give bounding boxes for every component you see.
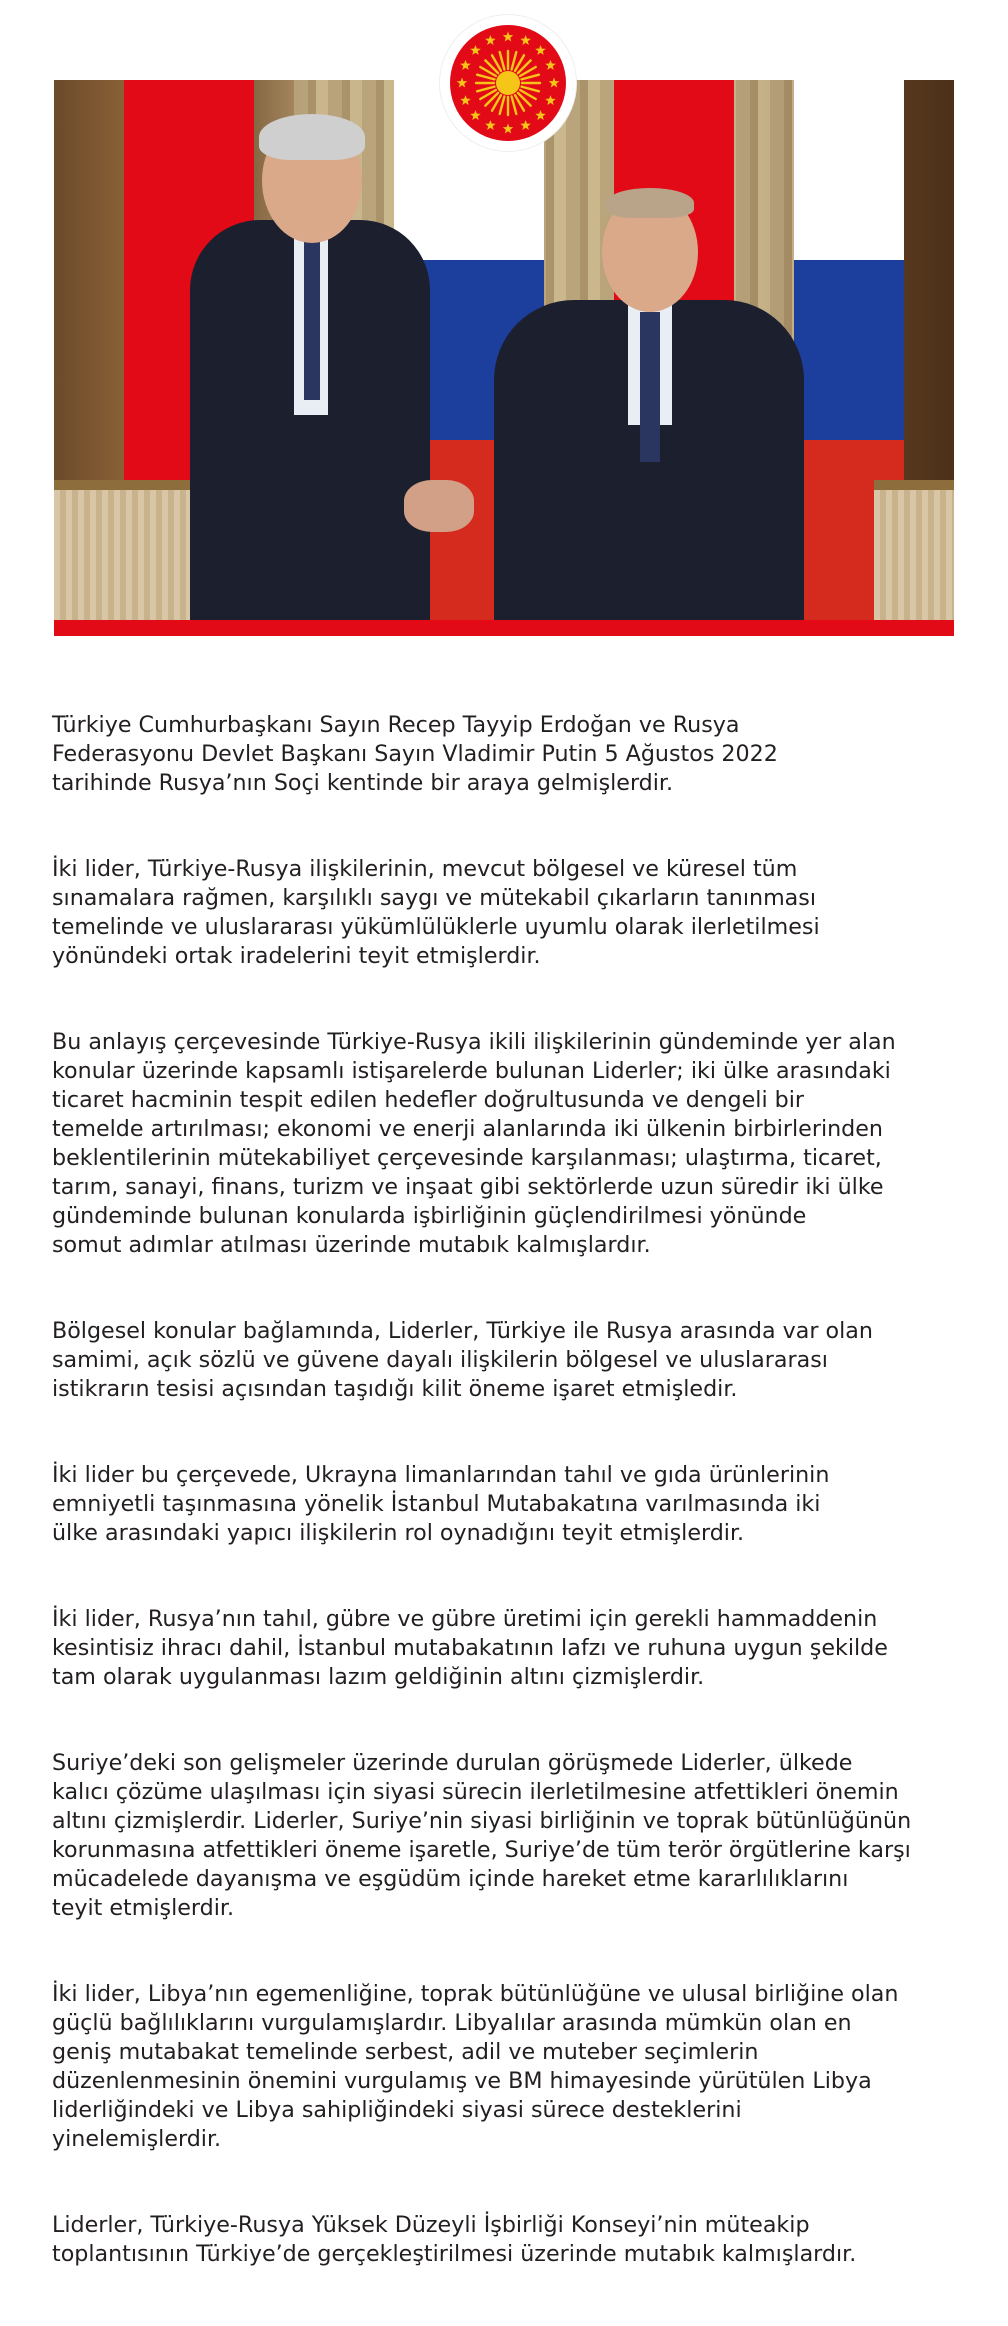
statement-text [52,682,968,2326]
chair-right [874,480,954,620]
paragraph: Liderler, Türkiye-Rusya Yüksek Düzeyli İşbirliği Konseyi’nin müteakip toplantısının Türkiye’de gerçekleştirilmesi üzerinde mutabık kalmışlardır. [52,2212,857,2267]
red-accent-bar [54,620,954,636]
paragraph: İki lider bu çerçevede, Ukrayna limanlarından tahıl ve gıda ürünlerinin emniyetli taşınmasına yönelik İstanbul Mutabakatına varılmasında iki ülke arasındaki yapıcı ilişkilerin rol oynadığını teyit etmişlerdir. [52,1462,830,1546]
paragraph: Bu anlayış çerçevesinde Türkiye-Rusya ikili ilişkilerinin gündeminde yer alan konular üzerinde kapsamlı istişarelerde bulunan Liderler; iki ülke arasındaki ticaret hacminin tespit edilen hedefler doğrultusunda ve dengeli bir temelde artırılması; ekonomi ve enerji alanlarında iki ülkenin birbirlerinden beklentilerinin mütekabiliyet çerçevesinde karşılanması; ulaştırma, ticaret, tarım, sanayi, finans, turizm ve inşaat gibi sektörlerde uzun süredir iki ülke gündeminde bulunan konularda işbirliğinin güçlendirilmesi yönünde somut adımlar atılması üzerinde mutabık kalmışlardır. [52,1029,896,1258]
paragraph: İki lider, Türkiye-Rusya ilişkilerinin, mevcut bölgesel ve küresel tüm sınamalara rağmen, karşılıklı saygı ve mütekabil çıkarların tanınması temelinde ve uluslararası yükümlülüklerle uyumlu olarak ilerletilmesi yönündeki ortak iradelerini teyit etmişlerdir. [52,856,820,969]
presidential-seal-icon [440,15,576,151]
paragraph: İki lider, Libya’nın egemenliğine, toprak bütünlüğüne ve ulusal birliğine olan güçlü bağlılıklarını vurgulamışlardır. Libyalılar arasında mümkün olan en geniş mutabakat temelinde serbest, adil ve muteber seçimlerin düzenlenmesinin önemini vurgulamış ve BM himayesinde yürütülen Libya liderliğindeki ve Libya sahipliğindeki siyasi sürece desteklerini yinelemişlerdir. [52,1981,899,2152]
leaders-handshake-photo [54,80,954,620]
handshake [404,480,474,532]
paragraph: İki lider, Rusya’nın tahıl, gübre ve gübre üretimi için gerekli hammaddenin kesintisiz ihracı dahil, İstanbul mutabakatının lafzı ve ruhuna uygun şekilde tam olarak uygulanması lazım geldiğinin altını çizmişlerdir. [52,1606,888,1690]
paragraph: Suriye’deki son gelişmeler üzerinde durulan görüşmede Liderler, ülkede kalıcı çözüme ulaşılması için siyasi sürecin ilerletilmesine atfettikleri önemin altını çizmişlerdir. Liderler, Suriye’nin siyasi birliğinin ve toprak bütünlüğünün korunmasına atfettikleri öneme işaretle, Suriye’de tüm terör örgütlerine karşı mücadelede dayanışma ve eşgüdüm içinde hareket etme kararlılıklarını teyit etmişlerdir. [52,1750,912,1921]
paragraph: Türkiye Cumhurbaşkanı Sayın Recep Tayyip Erdoğan ve Rusya Federasyonu Devlet Başkanı Sayın Vladimir Putin 5 Ağustos 2022 tarihinde Rusya’nın Soçi kentinde bir araya gelmişlerdir. [52,712,778,796]
chair-left [54,480,204,620]
paragraph: Bölgesel konular bağlamında, Liderler, Türkiye ile Rusya arasında var olan samimi, açık sözlü ve güvene dayalı ilişkilerin bölgesel ve uluslararası istikrarın tesisi açısından taşıdığı kilit öneme işaret etmişledir. [52,1318,873,1402]
